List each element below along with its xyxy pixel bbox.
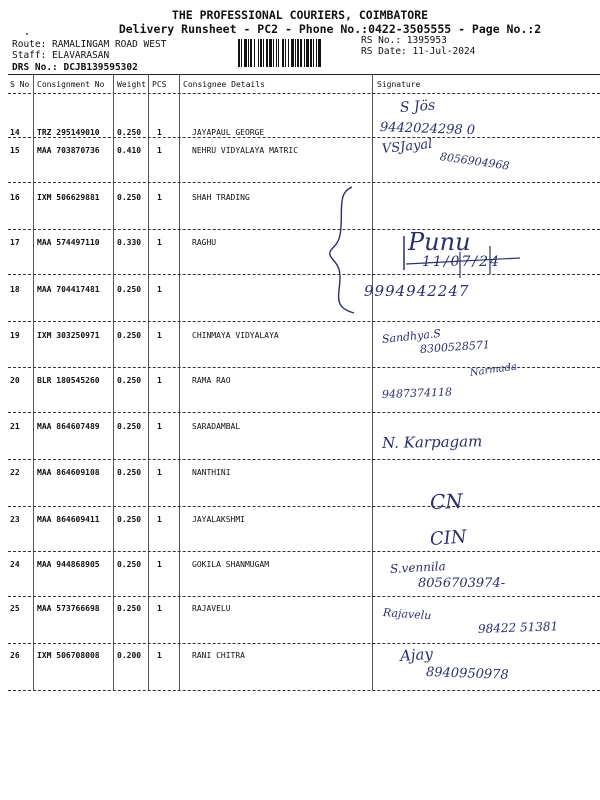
row-consignee: JAYAPAUL GEORGE: [192, 128, 265, 137]
row-signature: 8300528571: [419, 338, 491, 356]
row-weight: 0.330: [117, 238, 142, 247]
row-divider: [8, 551, 600, 552]
row-signature: Rajavelu: [382, 606, 432, 623]
row-signature: CN: [429, 488, 464, 514]
row-weight: 0.200: [117, 651, 142, 660]
barcode-bar: [318, 39, 321, 67]
col-separator: [113, 74, 114, 690]
row-sno: 24: [10, 560, 20, 569]
row-divider: [8, 321, 600, 322]
row-divider: [8, 137, 600, 138]
row-consignee: NEHRU VIDYALAYA MATRIC: [192, 146, 298, 155]
row-sno: 21: [10, 422, 20, 431]
row-weight: 0.250: [117, 193, 142, 202]
col-consignment: Consignment No: [37, 80, 105, 89]
row-sno: 26: [10, 651, 20, 660]
row-consignment: MAA 703870736: [37, 146, 100, 155]
row-consignment: MAA 864607489: [37, 422, 100, 431]
row-signature: 8056904968: [439, 150, 511, 173]
row-weight: 0.250: [117, 331, 142, 340]
row-pcs: 1: [157, 515, 162, 524]
row-pcs: 1: [157, 422, 162, 431]
col-consignee: Consignee Details: [183, 80, 265, 89]
barcode-bar: [248, 39, 249, 67]
row-weight: 0.250: [117, 468, 142, 477]
row-weight: 0.250: [117, 604, 142, 613]
row-consignee: CHINMAYA VIDYALAYA: [192, 331, 279, 340]
staff-label: Staff: ELAVARASAN: [12, 50, 110, 61]
handwritten-phone: 9994942247: [364, 282, 470, 300]
barcode-bar: [244, 39, 247, 67]
barcode-bar: [316, 39, 317, 67]
row-signature: 9487374118: [381, 385, 453, 401]
row-divider: [8, 182, 600, 183]
runsheet-subtitle: Delivery Runsheet - PC2 - Phone No.:0422-3505555 - Page No.:2: [118, 22, 542, 36]
row-pcs: 1: [157, 376, 162, 385]
row-consignee: RANI CHITRA: [192, 651, 245, 660]
row-divider: [8, 690, 600, 691]
barcode-bar: [241, 39, 242, 67]
row-signature: Sandhya.S: [381, 326, 442, 346]
row-signature: VSJayal: [381, 136, 434, 157]
row-consignment: TRZ 295149010: [37, 128, 100, 137]
row-sno: 14: [10, 128, 20, 137]
row-consignment: BLR 180545260: [37, 376, 100, 385]
barcode-image: [238, 39, 352, 67]
barcode-bar: [291, 39, 294, 67]
row-sno: 15: [10, 146, 20, 155]
row-pcs: 1: [157, 146, 162, 155]
col-separator: [179, 74, 180, 690]
route-label: Route: RAMALINGAM ROAD WEST: [12, 39, 167, 50]
barcode-bar: [295, 39, 296, 67]
col-separator: [33, 74, 34, 690]
row-sno: 20: [10, 376, 20, 385]
col-pcs: PCS: [152, 80, 167, 89]
row-sno: 18: [10, 285, 20, 294]
col-weight: Weight: [117, 80, 146, 89]
row-divider: [8, 412, 600, 413]
row-signature: CIN: [429, 526, 468, 550]
row-weight: 0.250: [117, 128, 142, 137]
bracket-mark: [322, 185, 362, 315]
row-sno: 22: [10, 468, 20, 477]
barcode-bar: [282, 39, 284, 67]
row-signature: Narmada: [469, 361, 518, 379]
row-weight: 0.250: [117, 376, 142, 385]
barcode-bar: [260, 39, 262, 67]
row-consignee: NANTHINI: [192, 468, 231, 477]
row-consignment: MAA 944868905: [37, 560, 100, 569]
row-consignment: MAA 864609108: [37, 468, 100, 477]
barcode-bar: [304, 39, 305, 67]
barcode-bar: [288, 39, 289, 67]
company-title: THE PROFESSIONAL COURIERS, COIMBATORE: [171, 8, 429, 22]
row-divider: [8, 596, 600, 597]
barcode-bar: [250, 39, 252, 67]
handwritten-date: 11/07/24: [422, 254, 501, 270]
barcode-bar: [254, 39, 255, 67]
barcode-bar: [263, 39, 264, 67]
barcode-bar: [313, 39, 314, 67]
row-signature: S Jös: [399, 97, 436, 116]
row-consignment: IXM 303250971: [37, 331, 100, 340]
handwritten-name: Punu: [408, 228, 471, 256]
row-consignment: IXM 506629881: [37, 193, 100, 202]
row-divider: [8, 459, 600, 460]
row-divider: [8, 506, 600, 507]
col-separator: [148, 74, 149, 690]
row-sno: 19: [10, 331, 20, 340]
row-consignment: MAA 704417481: [37, 285, 100, 294]
col-sno: S No: [10, 80, 30, 89]
row-pcs: 1: [157, 331, 162, 340]
row-signature: 8056703974-: [418, 576, 506, 591]
row-consignee: RAGHU: [192, 238, 217, 247]
row-weight: 0.250: [117, 515, 142, 524]
rs-date: RS Date: 11-Jul-2024: [361, 46, 476, 57]
header-bottom-rule: [8, 93, 600, 94]
col-separator: [372, 74, 373, 690]
row-pcs: 1: [157, 560, 162, 569]
row-weight: 0.250: [117, 422, 142, 431]
row-consignment: IXM 506708008: [37, 651, 100, 660]
row-divider: [8, 643, 600, 644]
row-sno: 25: [10, 604, 20, 613]
drs-number: DRS No.: DCJB139595302: [12, 62, 138, 73]
row-consignee: JAYALAKSHMI: [192, 515, 245, 524]
barcode-bar: [310, 39, 312, 67]
row-pcs: 1: [157, 193, 162, 202]
barcode-bar: [278, 39, 279, 67]
row-sno: 16: [10, 193, 20, 202]
barcode-bar: [276, 39, 277, 67]
barcode-bar: [269, 39, 272, 67]
row-consignee: RAJAVELU: [192, 604, 231, 613]
row-signature: 9442024298 0: [379, 120, 476, 139]
handwritten-block: [364, 222, 540, 312]
row-pcs: 1: [157, 128, 162, 137]
row-weight: 0.250: [117, 560, 142, 569]
row-consignee: SARADAMBAL: [192, 422, 241, 431]
row-signature: N. Karpagam: [381, 432, 483, 452]
row-sno: 23: [10, 515, 20, 524]
row-weight: 0.410: [117, 146, 142, 155]
barcode-bar: [285, 39, 286, 67]
barcode-bar: [297, 39, 299, 67]
row-consignment: MAA 574497110: [37, 238, 100, 247]
row-pcs: 1: [157, 468, 162, 477]
row-consignee: RAMA RAO: [192, 376, 231, 385]
row-signature: S.vennila: [389, 559, 447, 576]
rs-number: RS No.: 1395953: [361, 35, 447, 46]
row-signature: Ajay: [399, 644, 434, 665]
row-weight: 0.250: [117, 285, 142, 294]
barcode-bar: [266, 39, 268, 67]
row-pcs: 1: [157, 604, 162, 613]
row-pcs: 1: [157, 651, 162, 660]
row-consignment: MAA 864609411: [37, 515, 100, 524]
barcode-bar: [300, 39, 302, 67]
col-signature: Signature: [377, 80, 421, 89]
row-consignee: GOKILA SHANMUGAM: [192, 560, 270, 569]
barcode-bar: [258, 39, 259, 67]
barcode-bar: [238, 39, 240, 67]
barcode-bar: [273, 39, 274, 67]
row-signature: 98422 51381: [477, 619, 559, 636]
header-top-rule: [8, 74, 600, 75]
row-sno: 17: [10, 238, 20, 247]
row-pcs: 1: [157, 238, 162, 247]
row-consignee: SHAH TRADING: [192, 193, 250, 202]
row-signature: 8940950978: [425, 665, 509, 683]
scan-dot: [26, 33, 28, 35]
row-pcs: 1: [157, 285, 162, 294]
row-consignment: MAA 573766698: [37, 604, 100, 613]
barcode-bar: [306, 39, 309, 67]
